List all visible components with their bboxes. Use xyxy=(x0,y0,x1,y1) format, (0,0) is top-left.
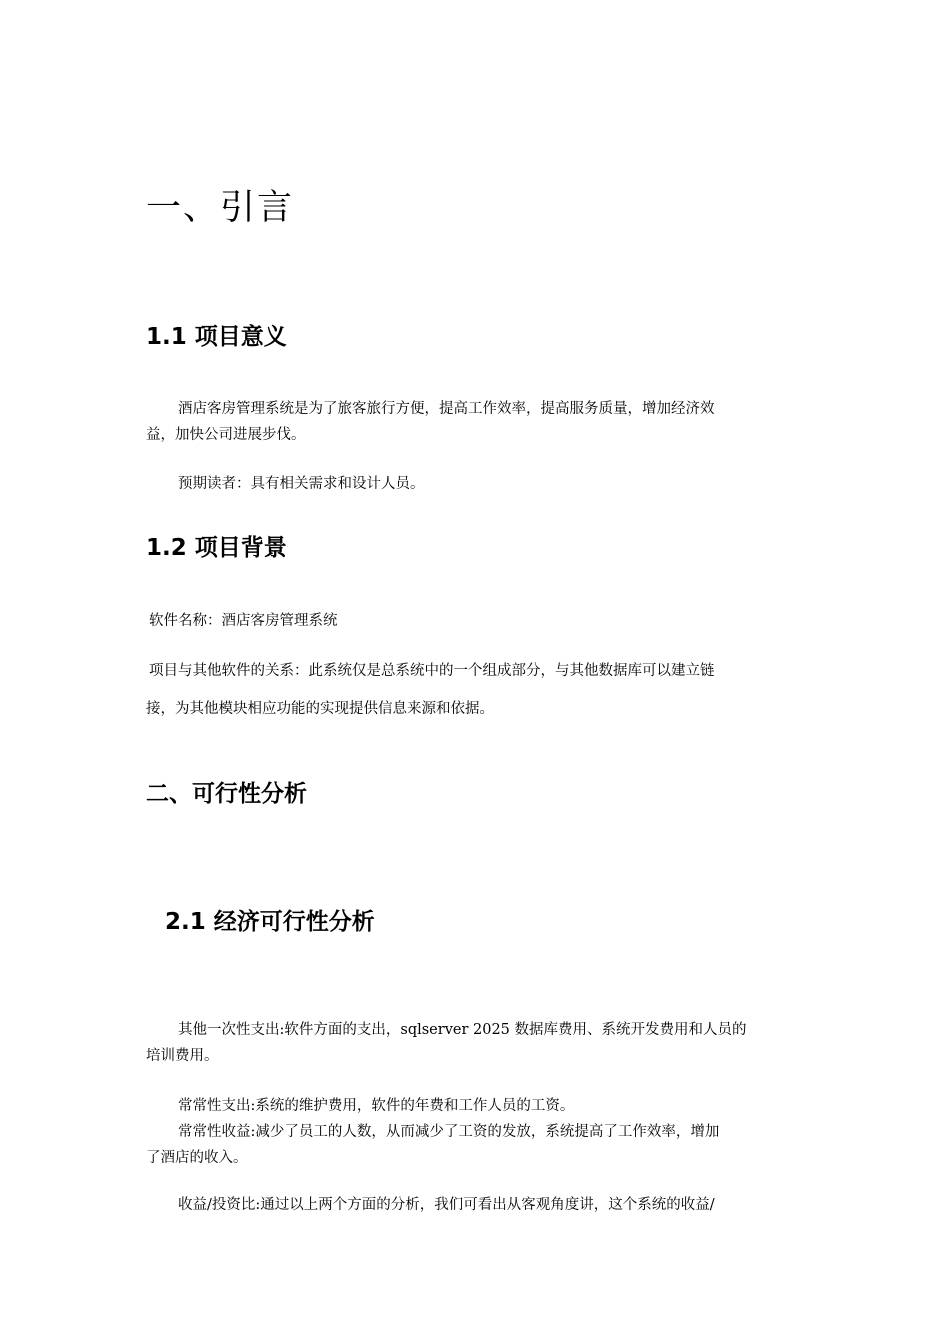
section-1-2-title: 1.2 项目背景 xyxy=(146,535,287,561)
paragraph-line: 酒店客房管理系统是为了旅客旅行方便，提高工作效率，提高服务质量，增加经济效 xyxy=(178,401,715,417)
heading-introduction: 一、引言 xyxy=(146,188,295,228)
paragraph-line: 了酒店的收入。 xyxy=(146,1150,248,1166)
paragraph-line: 项目与其他软件的关系：此系统仅是总系统中的一个组成部分，与其他数据库可以建立链 xyxy=(149,663,715,679)
section-1-1-title: 1.1 项目意义 xyxy=(146,324,287,350)
paragraph-line: 培训费用。 xyxy=(146,1048,219,1064)
paragraph-recurring-costs: 常常性支出:系统的维护费用，软件的年费和工作人员的工资。 xyxy=(178,1098,575,1114)
paragraph-line: 收益/投资比:通过以上两个方面的分析，我们可看出从客观角度讲，这个系统的收益/ xyxy=(178,1197,715,1213)
section-2-1-title: 2.1 经济可行性分析 xyxy=(165,909,375,935)
paragraph-software-name: 软件名称：酒店客房管理系统 xyxy=(149,613,338,629)
heading-feasibility-analysis: 二、可行性分析 xyxy=(146,781,307,807)
paragraph-expected-readers: 预期读者：具有相关需求和设计人员。 xyxy=(178,476,425,492)
paragraph-line: 其他一次性支出:软件方面的支出，sqlserver 2025 数据库费用、系统开发费用和人员的 xyxy=(178,1022,747,1038)
paragraph-line: 益，加快公司进展步伐。 xyxy=(146,427,306,443)
paragraph-line: 常常性收益:减少了员工的人数，从而减少了工资的发放，系统提高了工作效率，增加 xyxy=(178,1124,720,1140)
paragraph-line: 接，为其他模块相应功能的实现提供信息来源和依据。 xyxy=(146,701,494,717)
